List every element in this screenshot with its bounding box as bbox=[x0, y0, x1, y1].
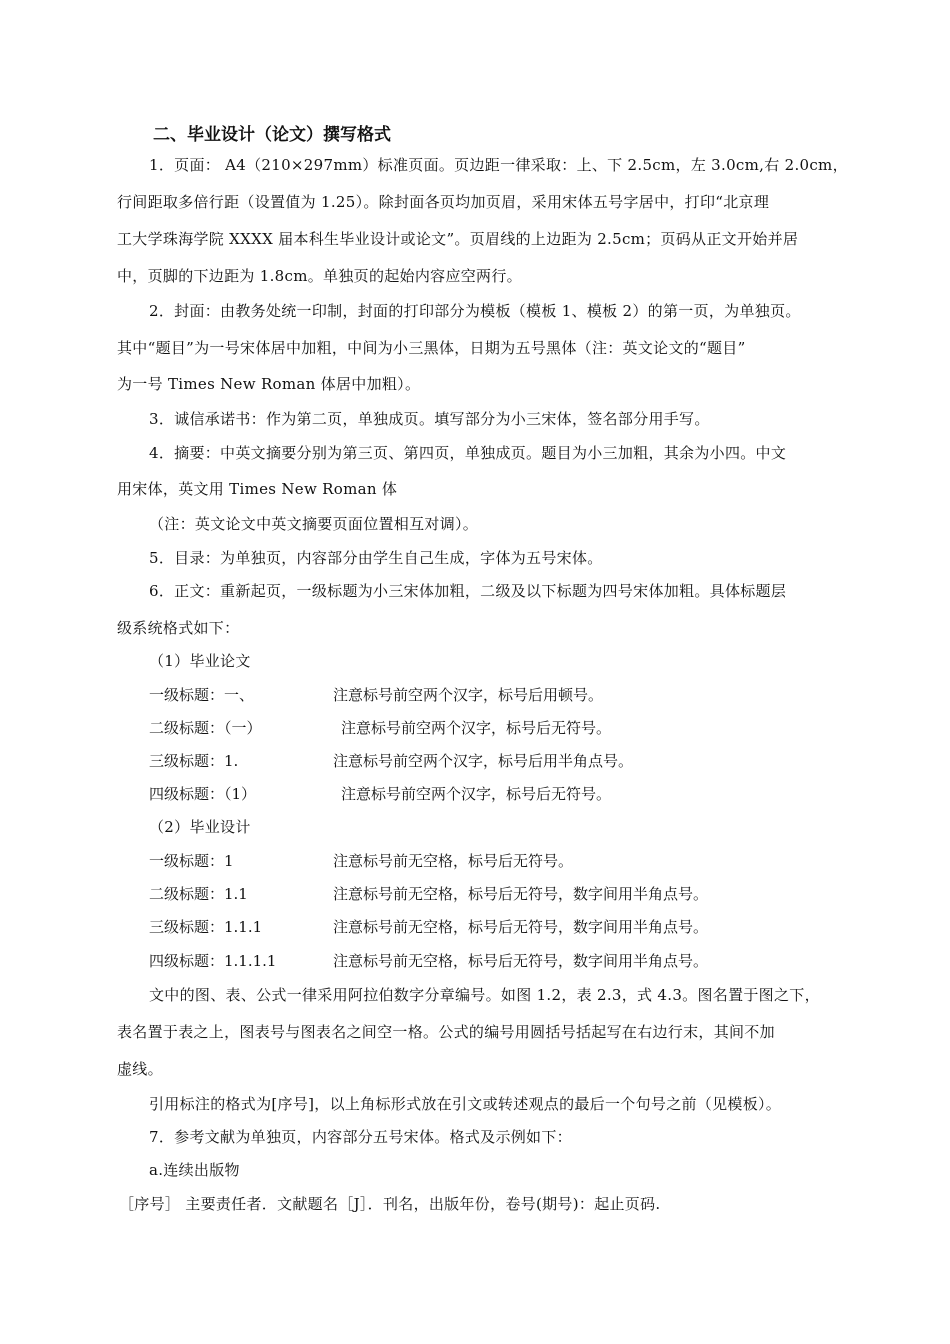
paragraph-cover-line-1: 2．封面：由教务处统一印制，封面的打印部分为模板（模板 1、模板 2）的第一页，为单独页。 bbox=[149, 302, 801, 320]
paragraph-pledge: 3．诚信承诺书：作为第二页，单独成页。填写部分为小三宋体，签名部分用手写。 bbox=[149, 410, 710, 428]
paragraph-figures-line-2: 表名置于表之上，图表号与图表名之间空一格。公式的编号用圆括号括起写在右边行末，其间不加 bbox=[117, 1023, 775, 1041]
paragraph-cover-line-3: 为一号 Times New Roman 体居中加粗）。 bbox=[117, 375, 421, 393]
paragraph-page-line-2: 行间距取多倍行距（设置值为 1.25）。除封面各页均加页眉，采用宋体五号字居中，打印“北京理 bbox=[117, 193, 770, 211]
paragraph-body-line-1: 6．正文：重新起页，一级标题为小三宋体加粗，二级及以下标题为四号宋体加粗。具体标题层 bbox=[149, 582, 787, 600]
paragraph-abstract-line-1: 4．摘要：中英文摘要分别为第三页、第四页，单独成页。题目为小三加粗，其余为小四。中文 bbox=[149, 444, 787, 462]
design-level-3-label: 三级标题：1.1.1 bbox=[149, 918, 263, 936]
design-level-1-note: 注意标号前无空格，标号后无符号。 bbox=[333, 852, 574, 870]
thesis-level-2-note: 注意标号前空两个汉字，标号后无符号。 bbox=[341, 719, 612, 737]
paragraph-page-line-4: 中，页脚的下边距为 1.8cm。单独页的起始内容应空两行。 bbox=[117, 267, 522, 285]
paragraph-figures-line-1: 文中的图、表、公式一律采用阿拉伯数字分章编号。如图 1.2，表 2.3，式 4.3。图名置于图之下， bbox=[149, 986, 820, 1004]
design-level-2-note: 注意标号前无空格，标号后无符号，数字间用半角点号。 bbox=[333, 885, 709, 903]
design-level-1-label: 一级标题：1 bbox=[149, 852, 234, 870]
design-level-2-label: 二级标题：1.1 bbox=[149, 885, 248, 903]
thesis-level-1-label: 一级标题：一、 bbox=[149, 686, 255, 704]
design-level-3-note: 注意标号前无空格，标号后无符号，数字间用半角点号。 bbox=[333, 918, 709, 936]
paragraph-citation: 引用标注的格式为[序号]，以上角标形式放在引文或转述观点的最后一个句号之前（见模板）。 bbox=[149, 1095, 782, 1113]
thesis-subheading: （1）毕业论文 bbox=[149, 652, 251, 670]
design-subheading: （2）毕业设计 bbox=[149, 818, 251, 836]
section-heading: 二、毕业设计（论文）撰写格式 bbox=[153, 125, 391, 145]
reference-type-serial: a.连续出版物 bbox=[149, 1161, 240, 1179]
thesis-level-4-note: 注意标号前空两个汉字，标号后无符号。 bbox=[341, 785, 612, 803]
paragraph-page-line-1: 1．页面： A4（210×297mm）标准页面。页边距一律采取：上、下 2.5cm，左 3.0cm,右 2.0cm， bbox=[149, 156, 848, 174]
paragraph-toc: 5．目录：为单独页，内容部分由学生自己生成，字体为五号宋体。 bbox=[149, 549, 603, 567]
thesis-level-1-note: 注意标号前空两个汉字，标号后用顿号。 bbox=[333, 686, 604, 704]
paragraph-body-line-2: 级系统格式如下： bbox=[117, 619, 240, 637]
thesis-level-2-label: 二级标题：（一） bbox=[149, 719, 262, 737]
design-level-4-label: 四级标题：1.1.1.1 bbox=[149, 952, 277, 970]
paragraph-references: 7．参考文献为单独页，内容部分五号宋体。格式及示例如下： bbox=[149, 1128, 572, 1146]
paragraph-cover-line-2: 其中“题目”为一号宋体居中加粗，中间为小三黑体，日期为五号黑体（注：英文论文的“题目” bbox=[117, 339, 746, 357]
thesis-level-3-label: 三级标题：1. bbox=[149, 752, 239, 770]
reference-format-serial: ［序号］ 主要责任者．文献题名［J］．刊名，出版年份，卷号(期号)：起止页码. bbox=[119, 1195, 661, 1213]
paragraph-page-line-3: 工大学珠海学院 XXXX 届本科生毕业设计或论文”。页眉线的上边距为 2.5cm；页码从正文开始并居 bbox=[117, 230, 799, 248]
paragraph-figures-line-3: 虚线。 bbox=[117, 1060, 163, 1078]
thesis-level-3-note: 注意标号前空两个汉字，标号后用半角点号。 bbox=[333, 752, 634, 770]
paragraph-abstract-line-3: （注：英文论文中英文摘要页面位置相互对调）。 bbox=[149, 515, 479, 533]
thesis-level-4-label: 四级标题：（1） bbox=[149, 785, 257, 803]
design-level-4-note: 注意标号前无空格，标号后无符号，数字间用半角点号。 bbox=[333, 952, 709, 970]
paragraph-abstract-line-2: 用宋体，英文用 Times New Roman 体 bbox=[117, 480, 398, 498]
